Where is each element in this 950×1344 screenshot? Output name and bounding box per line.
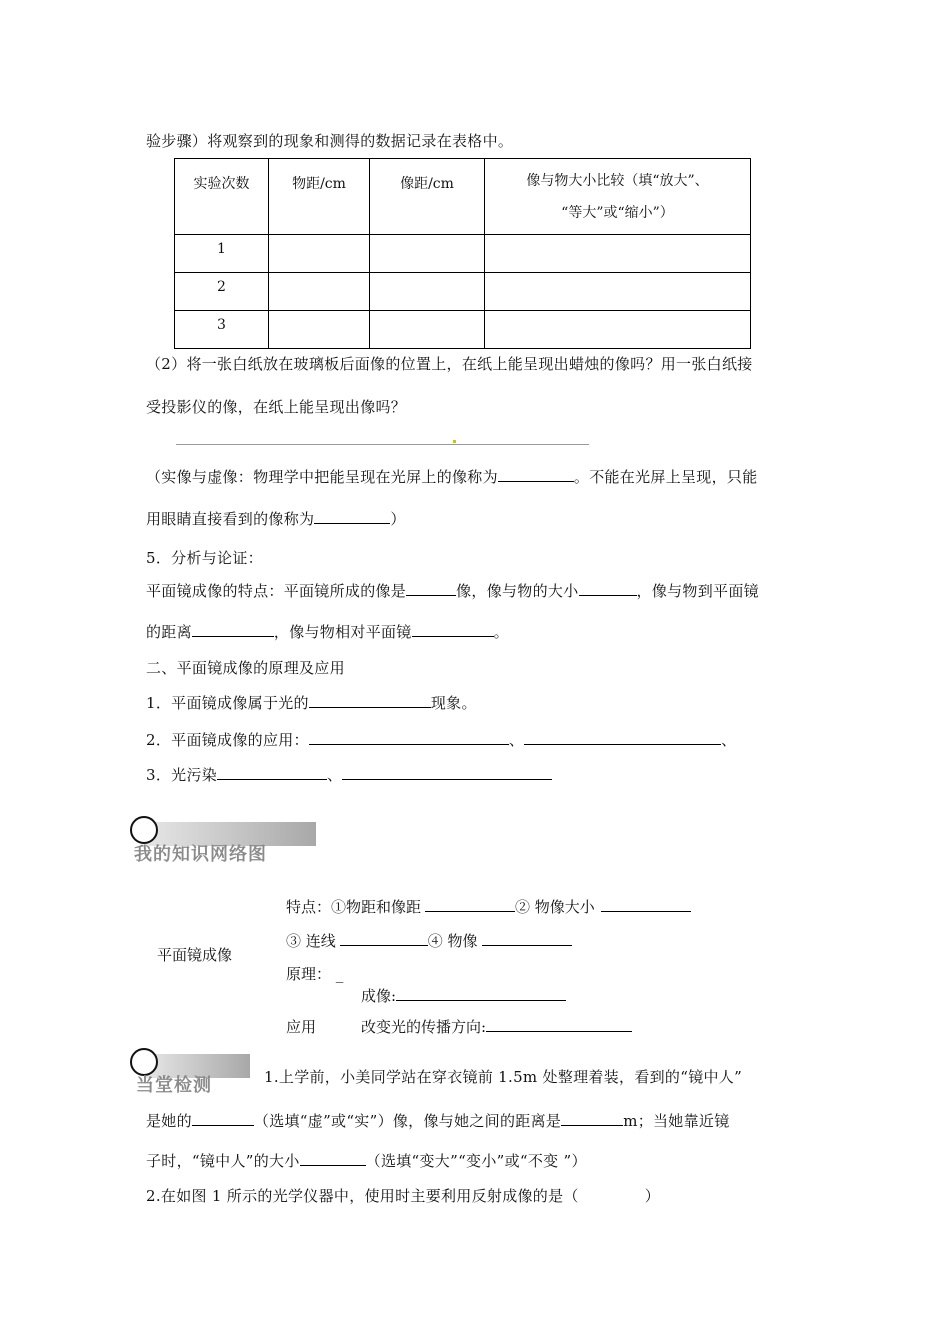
analysis-text: 像，像与物的大小 <box>456 582 579 600</box>
blank-real-image[interactable] <box>498 480 574 482</box>
trial-number: 2 <box>175 273 269 311</box>
network-text: 改变光的传播方向: <box>361 1018 487 1036</box>
part2-text: 现象。 <box>430 694 477 712</box>
test-text: 2.在如图 1 所示的光学仪器中，使用时主要利用反射成像的是（ <box>146 1187 579 1205</box>
header-image-distance: 像距/cm <box>370 159 485 235</box>
analysis-line2 <box>146 621 509 642</box>
header-trial: 实验次数 <box>175 159 269 235</box>
part2-text: 、 <box>327 766 343 784</box>
blank-application-2[interactable] <box>524 743 721 745</box>
real-virtual-text: ） <box>390 510 406 528</box>
blank-feature-1[interactable] <box>425 910 515 912</box>
table-cell[interactable] <box>370 311 485 349</box>
q2-line1: （2）将一张白纸放在玻璃板后面像的位置上，在纸上能呈现出蜡烛的像吗？用一张白纸接 <box>146 355 753 373</box>
real-virtual-line2 <box>146 508 406 529</box>
dot-mark <box>453 440 456 443</box>
blank-application-1[interactable] <box>309 743 509 745</box>
analysis-text: ，像与物相对平面镜 <box>273 623 412 641</box>
network-application: 应用 <box>286 1018 317 1036</box>
blank-pollution-2[interactable] <box>342 778 552 780</box>
analysis-text: 平面镜成像的特点：平面镜所成的像是 <box>146 582 407 600</box>
real-virtual-text: 。不能在光屏上呈现，只能 <box>573 468 758 486</box>
table-cell[interactable] <box>485 273 751 311</box>
table-cell[interactable] <box>370 235 485 273</box>
table-cell[interactable] <box>269 235 370 273</box>
table-header-row <box>175 159 751 235</box>
classroom-test-heading: 当堂检测 <box>136 1075 212 1096</box>
intro-line: 验步骤）将观察到的现象和测得的数据记录在表格中。 <box>146 132 514 150</box>
test-q2 <box>146 1185 660 1206</box>
network-text: ④ 物像 <box>427 932 478 950</box>
header-size-compare-l1: 像与物大小比较（填“放大”、 <box>526 173 709 189</box>
blank-feature-2[interactable] <box>601 910 691 912</box>
test-text: （选填“虚”或“实”）像，像与她之间的距离是 <box>253 1112 562 1130</box>
blank-distance[interactable] <box>192 635 274 637</box>
network-features-row1 <box>286 896 691 917</box>
blank-change-direction[interactable] <box>486 1030 632 1032</box>
network-text: ③ 连线 <box>286 932 336 950</box>
table-cell[interactable] <box>485 311 751 349</box>
network-text: ② 物像大小 <box>515 898 595 916</box>
network-text: 成像: <box>361 987 397 1005</box>
part2-item2 <box>146 729 736 750</box>
blank-distance-m[interactable] <box>561 1124 623 1126</box>
blank-feature-3[interactable] <box>340 944 428 946</box>
analysis-text: ，像与物到平面镜 <box>636 582 759 600</box>
analysis-line1 <box>146 580 759 601</box>
part2-text: 、 <box>721 731 737 749</box>
blank-virtual-image[interactable] <box>314 522 390 524</box>
blank-pollution-1[interactable] <box>217 778 327 780</box>
table-cell[interactable] <box>269 273 370 311</box>
part2-text: 1．平面镜成像属于光的 <box>146 694 309 712</box>
part2-text: 3．光污染 <box>146 766 218 784</box>
blank-image-type[interactable] <box>406 594 456 596</box>
part2-title: 二、平面镜成像的原理及应用 <box>146 659 345 677</box>
part2-text: 2．平面镜成像的应用： <box>146 731 309 749</box>
test-q1-line3 <box>146 1150 587 1171</box>
table-row <box>175 235 751 273</box>
table-row <box>175 311 751 349</box>
blank-imaging[interactable] <box>396 999 566 1001</box>
knowledge-network-heading: 我的知识网络图 <box>134 844 267 865</box>
test-text: m；当她靠近镜 <box>623 1112 730 1130</box>
network-text: 原理： <box>286 965 332 983</box>
trial-number: 1 <box>175 235 269 273</box>
test-text: ） <box>644 1187 661 1205</box>
part2-text: 、 <box>508 731 525 749</box>
test-text: 子时，“镜中人”的大小 <box>146 1152 300 1170</box>
test-text: 是她的 <box>146 1112 192 1130</box>
analysis-text: 。 <box>493 623 509 641</box>
blank-feature-4[interactable] <box>482 944 572 946</box>
header-size-compare <box>485 159 751 235</box>
blank-symmetry[interactable] <box>412 635 494 637</box>
analysis-text: 的距离 <box>146 623 192 641</box>
table-cell[interactable] <box>269 311 370 349</box>
table-cell[interactable] <box>370 273 485 311</box>
q2-line2: 受投影仪的像，在纸上能呈现出像吗？ <box>146 398 407 416</box>
record-table <box>174 158 751 349</box>
real-virtual-text: 用眼睛直接看到的像称为 <box>146 510 315 528</box>
trial-number: 3 <box>175 311 269 349</box>
network-text: _ <box>335 965 344 983</box>
answer-blank-line[interactable] <box>176 444 589 445</box>
part2-item3 <box>146 764 552 785</box>
test-q1-line2 <box>146 1110 730 1131</box>
network-change-direction <box>361 1016 632 1037</box>
network-center: 平面镜成像 <box>157 946 233 964</box>
blank-real-or-virtual[interactable] <box>192 1124 254 1126</box>
real-virtual-line1 <box>146 466 758 487</box>
header-object-distance: 物距/cm <box>269 159 370 235</box>
blank-size-change[interactable] <box>300 1164 366 1166</box>
network-text: 特点：①物距和像距 <box>286 898 422 916</box>
blank-size[interactable] <box>579 594 637 596</box>
network-features-row2 <box>286 930 572 951</box>
blank-light-phenomenon[interactable] <box>309 706 431 708</box>
table-cell[interactable] <box>485 235 751 273</box>
header-size-compare-l2: “等大”或“缩小”） <box>561 205 674 221</box>
table-row <box>175 273 751 311</box>
real-virtual-text: （实像与虚像：物理学中把能呈现在光屏上的像称为 <box>146 468 498 486</box>
analysis-title: 5．分析与论证： <box>146 549 263 567</box>
test-text: （选填“变大”“变小”或“不变 ”） <box>365 1152 587 1170</box>
part2-item1 <box>146 692 477 713</box>
network-principle <box>286 963 343 984</box>
network-imaging <box>361 985 566 1006</box>
test-q1-line1: 1.上学前，小美同学站在穿衣镜前 1.5m 处整理着装，看到的“镜中人” <box>264 1068 743 1086</box>
